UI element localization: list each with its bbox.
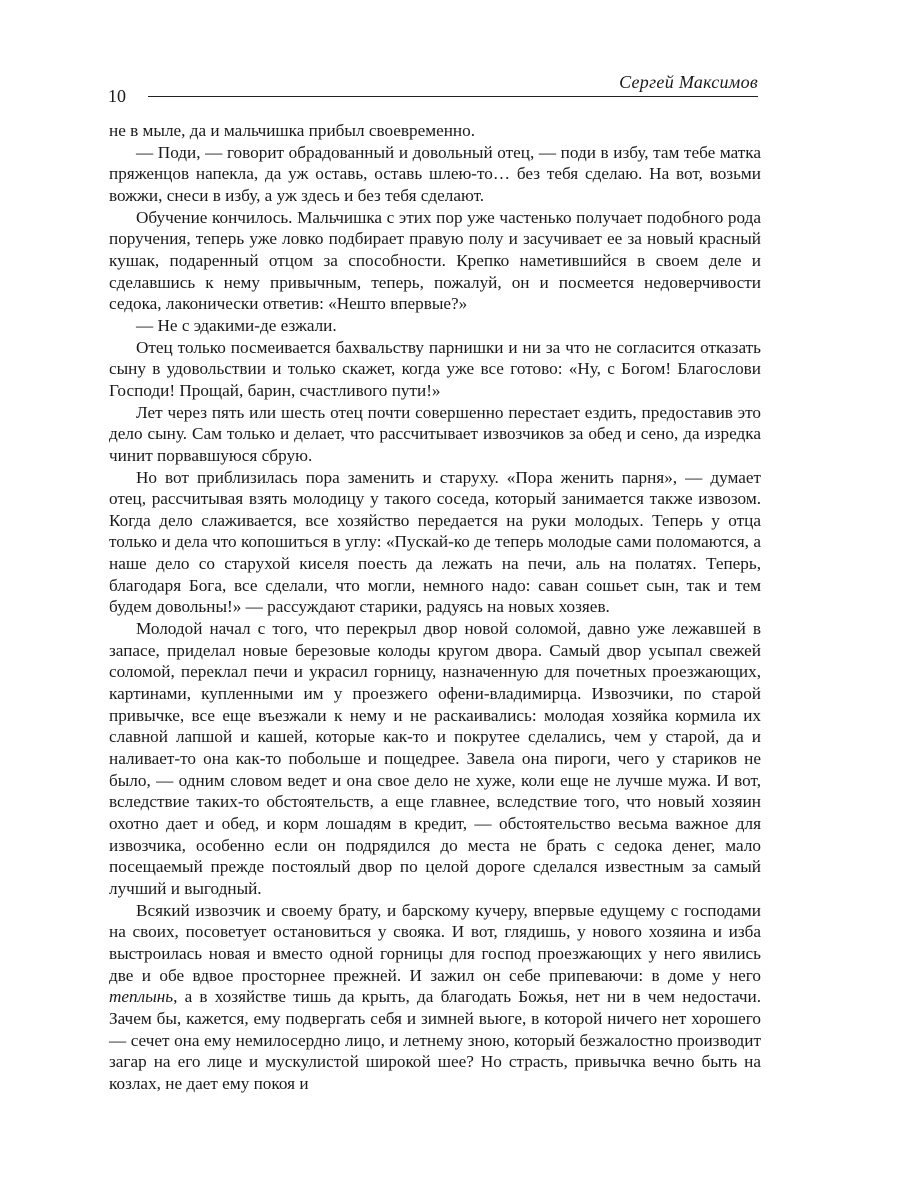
paragraph: Молодой начал с того, что перекрыл двор новой соломой, давно уже лежавшей в запасе, приделал новые березовые колоды кругом двора. Самый двор усыпал свежей соломой, переклал печи и украсил горницу, назначенную для почетных проезжающих, картинами, купленными им у проезжего офени-владимирца. Извозчики, по старой привычке, все еще въезжали к нему и не раскаивались: молодая хозяйка кормила их славной лапшой и кашей, которые как-то и покрутее сделались, чем у старой, да и наливает-то она как-то побольше и пощедрее. Завела она пироги, чего у стариков не было, — одним словом ведет и она свое дело не хуже, коли еще не лучше мужа. И вот, вследствие таких-то обстоятельств, а еще главнее, вследствие того, что новый хозяин охотно дает и обед, и корм лошадям в кредит, — обстоятельство весьма важное для извозчика, особенно если он подрядился до места не брать с седока денег, мало посещаемый прежде постоялый двор по целой дороге сделался известным за самый лучший и выгодный. [109, 619, 761, 898]
emphasis-word: теплынь [109, 987, 174, 1007]
paragraph: Лет через пять или шесть отец почти совершенно перестает ездить, предоставив это дело сыну. Сам только и делает, что рассчитывает извозчиков за обед и сено, да изредка чинит порвавшуюся сбрую. [109, 402, 761, 465]
paragraph-text: , а в хозяйстве тишь да крыть, да благодать Божья, нет ни в чем недостачи. Зачем бы, кажется, ему подвергать себя и зимней вьюге, в которой ничего нет хорошего — сечет она ему немилосердно лицо, и летнему зною, который безжалостно производит загар на его лице и мускулистой широкой шее? Но страсть, привычка вечно быть на козлах, не дает ему покоя и [109, 987, 761, 1093]
paragraph: Отец только посмеивается бахвальству парнишки и ни за что не согласится отказать сыну в удовольствии и только скажет, когда уже все готово: «Ну, с Богом! Благослови Господи! Прощай, барин, счастливого пути!» [109, 337, 761, 400]
paragraph: — Поди, — говорит обрадованный и довольный отец, — поди в избу, там тебе матка пряженцов напекла, да уж оставь, оставь шлею-то… без тебя сделаю. На вот, возьми вожжи, снеси в избу, а уж здесь и без тебя сделают. [109, 142, 761, 205]
paragraph: — Не с эдакими-де езжали. [136, 315, 337, 335]
paragraph: Обучение кончилось. Мальчишка с этих пор уже частенько получает подобного рода поручения, теперь уже ловко подбирает правую полу и засучивает ее за новый красный кушак, подаренный отцом за способности. Крепко наметившийся в своем деле и сделавшись к нему привычным, теперь, пожалуй, он и посмеется недоверчивости седока, лаконически ответив: «Нешто впервые?» [109, 207, 761, 314]
running-header-author: Сергей Максимов [619, 72, 758, 92]
page-number: 10 [108, 86, 126, 106]
paragraph [109, 900, 761, 1095]
paragraph: Но вот приблизилась пора заменить и старуху. «Пора женить парня», — думает отец, рассчитывая взять молодицу у такого соседа, который занимается также извозом. Когда дело слаживается, все хозяйство передается на руки молодых. Теперь у отца только и дела что копошиться в углу: «Пускай-ко де теперь молодые сами поломаются, а наше дело со старухой киселя поесть да лежать на печи, аль на полатях. Теперь, благодаря Бога, все сделали, что могли, немного надо: саван сошьет сын, так и тем будем довольны!» — рассуждают старики, радуясь на новых хозяев. [109, 467, 761, 617]
paragraph: не в мыле, да и мальчишка прибыл своевременно. [109, 121, 476, 140]
running-header [108, 72, 758, 104]
header-rule [148, 96, 758, 97]
paragraph-text: Всякий извозчик и своему брату, и барскому кучеру, впервые едущему с господами на своих, посоветует остановиться у свояка. И вот, глядишь, у нового хозяина и изба выстроилась новая и вместо одной горницы для господ проезжающих у него явились две и обе вдвое просторнее прежней. И зажил он себе припеваючи: в доме у него [109, 900, 761, 985]
body-text [109, 120, 761, 1095]
